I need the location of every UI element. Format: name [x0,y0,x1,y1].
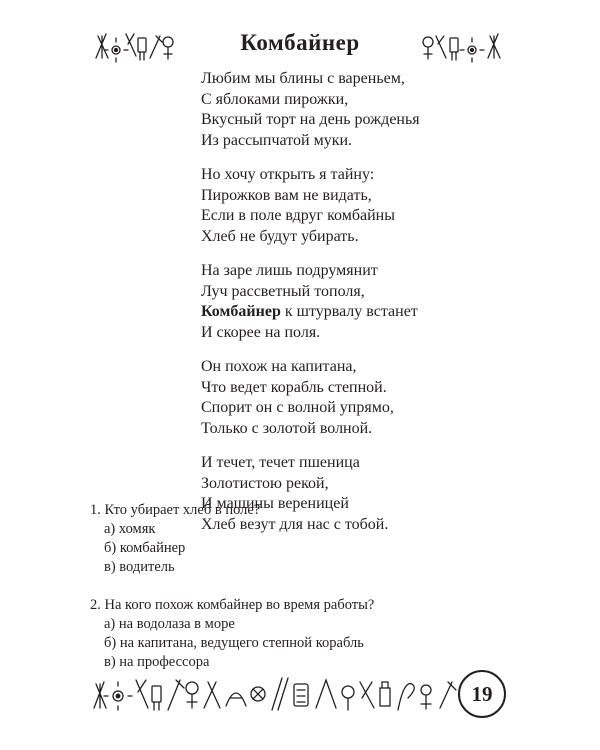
poem [201,69,501,549]
tools-ornament-right [418,28,504,66]
poem-line: Пирожков вам не видать, [201,186,372,204]
poem-line: Вкусный торт на день рожденья [201,111,420,128]
answer-option: в) водитель [104,559,175,575]
bold-word: Комбайнер [201,303,281,320]
stanza [201,165,501,247]
poem-line: И машины вереницей [201,495,349,512]
poem-line: Только с золотой волной. [201,419,373,437]
poem-line [201,302,501,323]
answer-option: а) хомяк [104,521,156,537]
question [90,596,510,672]
poem-line: Луч рассветный тополя, [201,282,365,300]
poem-line: Если в поле вдруг комбайны [201,207,395,224]
poem-line: И скорее на поля. [201,323,321,341]
poem-line: Он похож на капитана, [201,358,357,375]
poem-line: На заре лишь подрумянит [201,262,378,279]
questions [90,501,510,691]
question-text: 2. На кого похож комбайнер во время работы? [90,597,375,613]
poem-line-rest: к штурвалу встанет [280,303,418,320]
tools-border-bottom [90,668,462,720]
answer-option: а) на водолаза в море [104,616,235,632]
poem-line: Из рассыпчатой муки. [201,131,353,149]
answer-option: б) на капитана, ведущего степной корабль [104,635,364,651]
question-text: 1. Кто убирает хлеб в поле? [90,502,261,518]
stanza [201,357,501,439]
page-number-text: 19 [471,681,493,706]
poem-line: Хлеб везут для нас с тобой. [201,515,389,533]
stanza [201,69,501,151]
poem-line: Но хочу открыть я тайну: [201,166,375,183]
poem-line: Хлеб не будут убирать. [201,227,359,245]
poem-line: И течет, течет пшеница [201,454,360,471]
page-number [458,670,506,718]
poem-line: С яблоками пирожки, [201,90,349,108]
answer-option: б) комбайнер [104,540,186,556]
question [90,501,510,577]
poem-line: Спорит он с волной упрямо, [201,399,394,416]
poem-line: Любим мы блины с вареньем, [201,70,405,87]
answer-option: в) на профессора [104,654,210,670]
tools-ornament-left [92,28,178,66]
poem-line: Золотистою рекой, [201,474,329,492]
stanza [201,261,501,343]
poem-line: Что ведет корабль степной. [201,378,387,396]
page-title: Комбайнер [240,30,360,55]
